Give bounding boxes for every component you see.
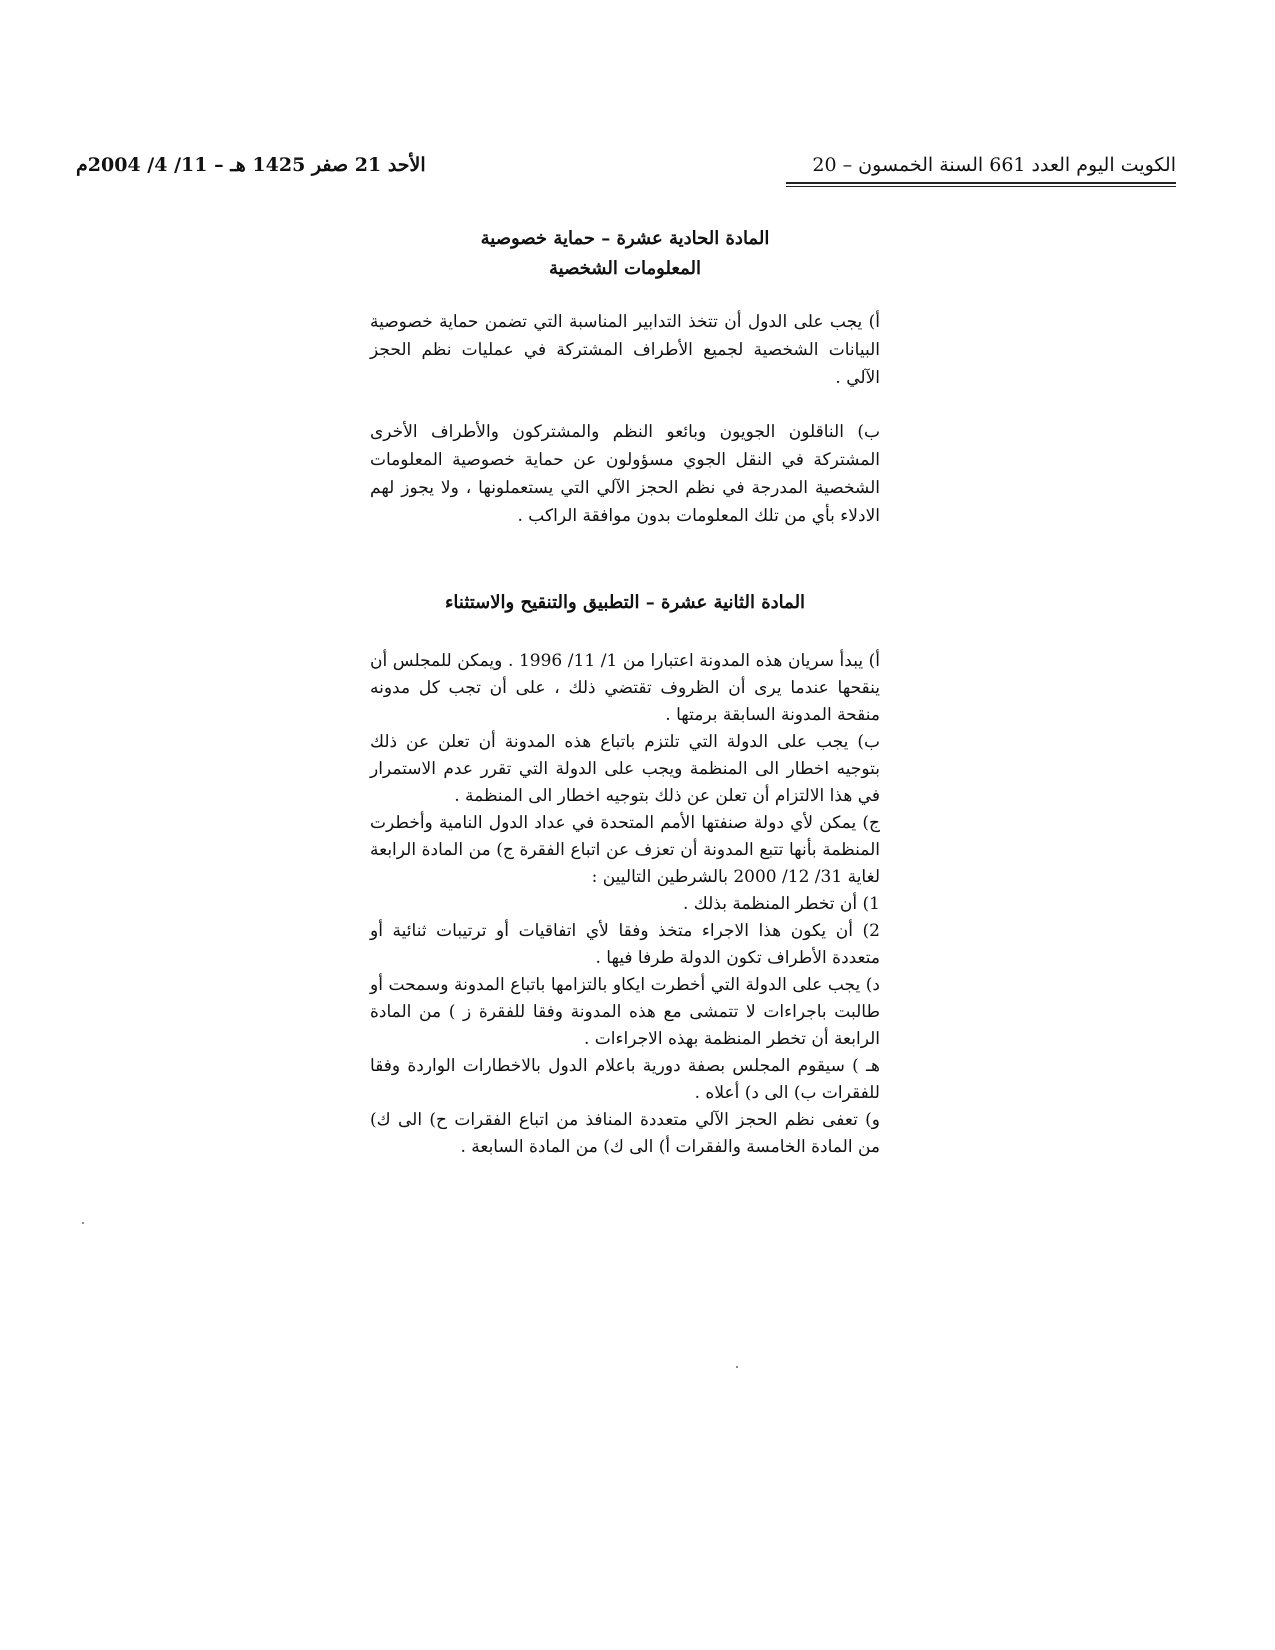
- article-12-title: المادة الثانية عشرة – التطبيق والتنقيح والاستثناء: [444, 592, 806, 613]
- article-11-paragraph-a-block: [370, 308, 880, 392]
- article-11-paragraph-a: أ) يجب على الدول أن تتخذ التدابير المناسبة التي تضمن حماية خصوصية البيانات الشخصية لجميع الأطراف المشتركة في عمليات نظم الحجز الآلي .: [370, 312, 880, 388]
- article-12-condition-2: 2) أن يكون هذا الاجراء متخذ وفقا لأي اتفاقيات أو ترتيبات ثنائية أو متعددة الأطراف تكون الدولة طرفا فيها .: [370, 921, 880, 968]
- article-11-paragraph-b-block: [370, 418, 880, 530]
- article-11-paragraph-b: ب) الناقلون الجويون وبائعو النظم والمشتركون والأطراف الأخرى المشتركة في النقل الجوي مسؤولون عن حماية خصوصية المعلومات الشخصية المدرجة في نظم الحجز الآلي التي يستعملونها ، ولا يجوز لهم الادلاء بأي من تلك المعلومات بدون موافقة الراكب .: [370, 422, 880, 526]
- page-header: [76, 148, 1176, 194]
- article-12-condition-1: 1) أن تخطر المنظمة بذلك .: [682, 894, 880, 914]
- article-12-paragraph-d: د) يجب على الدولة التي أخطرت ايكاو بالتزامها باتباع المدونة وسمحت أو طالبت باجراءات لا تتمشى مع هذه المدونة وفقا للفقرة ز ) من المادة الرابعة أن تخطر المنظمة بهذه الاجراءات .: [370, 975, 880, 1049]
- article-12-paragraph-a: أ) يبدأ سريان هذه المدونة اعتبارا من 1/ 11/ 1996 . ويمكن للمجلس أن ينقحها عندما يرى أن الظروف تقتضي ذلك ، على أن تجب كل مدونه منقحة المدونة السابقة برمتها .: [370, 651, 880, 725]
- header-rule: [786, 182, 1176, 184]
- header-publication-info: الكويت اليوم العدد 661 السنة الخمسون – 20: [812, 154, 1176, 176]
- article-12-paragraph-w: و) تعفى نظم الحجز الآلي متعددة المنافذ من اتباع الفقرات ح) الى ك) من المادة الخامسة والفقرات أ) الى ك) من المادة السابعة .: [370, 1110, 880, 1157]
- scan-speck: [736, 1366, 738, 1368]
- header-date: الأحد 21 صفر 1425 هـ – 11/ 4/ 2004م: [76, 154, 426, 176]
- article-11-title-line2: المعلومات الشخصية: [548, 258, 702, 279]
- article-12-paragraph-b: ب) يجب على الدولة التي تلتزم باتباع هذه المدونة أن تعلن عن ذلك بتوجيه اخطار الى المنظمة ويجب على الدولة التي تقرر عدم الاستمرار في هذا الالتزام أن تعلن عن ذلك بتوجيه اخطار الى المنظمة .: [370, 732, 880, 806]
- article-12-paragraph-c: ج) يمكن لأي دولة صنفتها الأمم المتحدة في عداد الدول النامية وأخطرت المنظمة بأنها تتبع المدونة أن تعزف عن اتباع الفقرة ج) من المادة الرابعة لغاية 31/ 12/ 2000 بالشرطين التاليين :: [370, 813, 880, 887]
- article-12-body: [370, 648, 880, 1161]
- header-rule-thin: [786, 186, 1176, 187]
- article-11-heading: [370, 224, 880, 284]
- article-11-title-line1: المادة الحادية عشرة – حماية خصوصية: [480, 228, 770, 249]
- scan-speck: [82, 1222, 84, 1224]
- article-12-heading: [370, 588, 880, 618]
- article-12-paragraph-h: هـ ) سيقوم المجلس بصفة دورية باعلام الدول بالاخطارات الواردة وفقا للفقرات ب) الى د) أعلاه .: [370, 1056, 880, 1103]
